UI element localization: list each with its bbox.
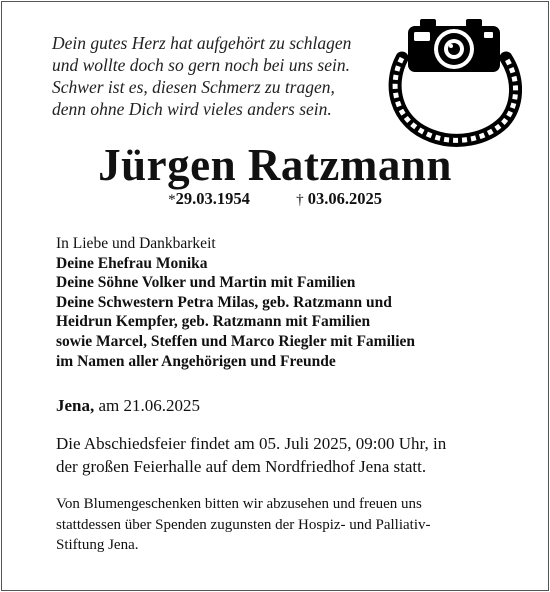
ceremony-line: der großen Feierhalle auf dem Nordfriedhof Jena statt. [56,456,427,476]
poem-line: und wollte doch so gern noch bei uns sein. [52,55,350,75]
death-symbol: † [296,192,304,208]
mourners-intro: In Liebe und Dankbarkeit [56,235,216,252]
donation-request [56,494,516,556]
death-date: 03.06.2025 [307,189,382,208]
place-city: Jena, [56,396,95,415]
mourner-line: sowie Marcel, Steffen und Marco Riegler mit Familien [56,332,416,350]
poem-line: Dein gutes Herz hat aufgehört zu schlagen [52,33,352,53]
place-and-date [56,395,200,417]
donation-line: Von Blumengeschenken bitten wir abzusehen und freuen uns [56,496,422,512]
mourner-line: Deine Ehefrau Monika [56,254,208,272]
memorial-poem [52,32,392,120]
poem-line: Schwer ist es, diesen Schmerz zu tragen, [52,77,335,97]
life-dates [0,189,550,210]
notice-date: am 21.06.2025 [98,396,201,415]
donation-line: Stiftung Jena. [56,537,139,553]
mourner-line: Heidrun Kempfer, geb. Ratzmann mit Familien [56,313,371,331]
camera-with-film-strip-icon [386,14,522,148]
birth-date: 29.03.1954 [175,189,250,208]
mourner-line: Deine Söhne Volker und Martin mit Familien [56,274,356,292]
deceased-name: Jürgen Ratzmann [98,140,452,190]
mourners-list [56,234,516,371]
ceremony-line: Die Abschiedsfeier findet am 05. Juli 2025, 09:00 Uhr, in [56,434,447,453]
donation-line: stattdessen über Spenden zugunsten der Hospiz- und Palliativ- [56,516,431,533]
mourner-line: Deine Schwestern Petra Milas, geb. Ratzmann und [56,293,392,311]
mourner-line: im Namen aller Angehörigen und Freunde [56,352,336,370]
poem-line: denn ohne Dich wird vieles anders sein. [52,99,332,119]
ceremony-info [56,433,516,478]
birth-symbol: * [168,192,176,208]
